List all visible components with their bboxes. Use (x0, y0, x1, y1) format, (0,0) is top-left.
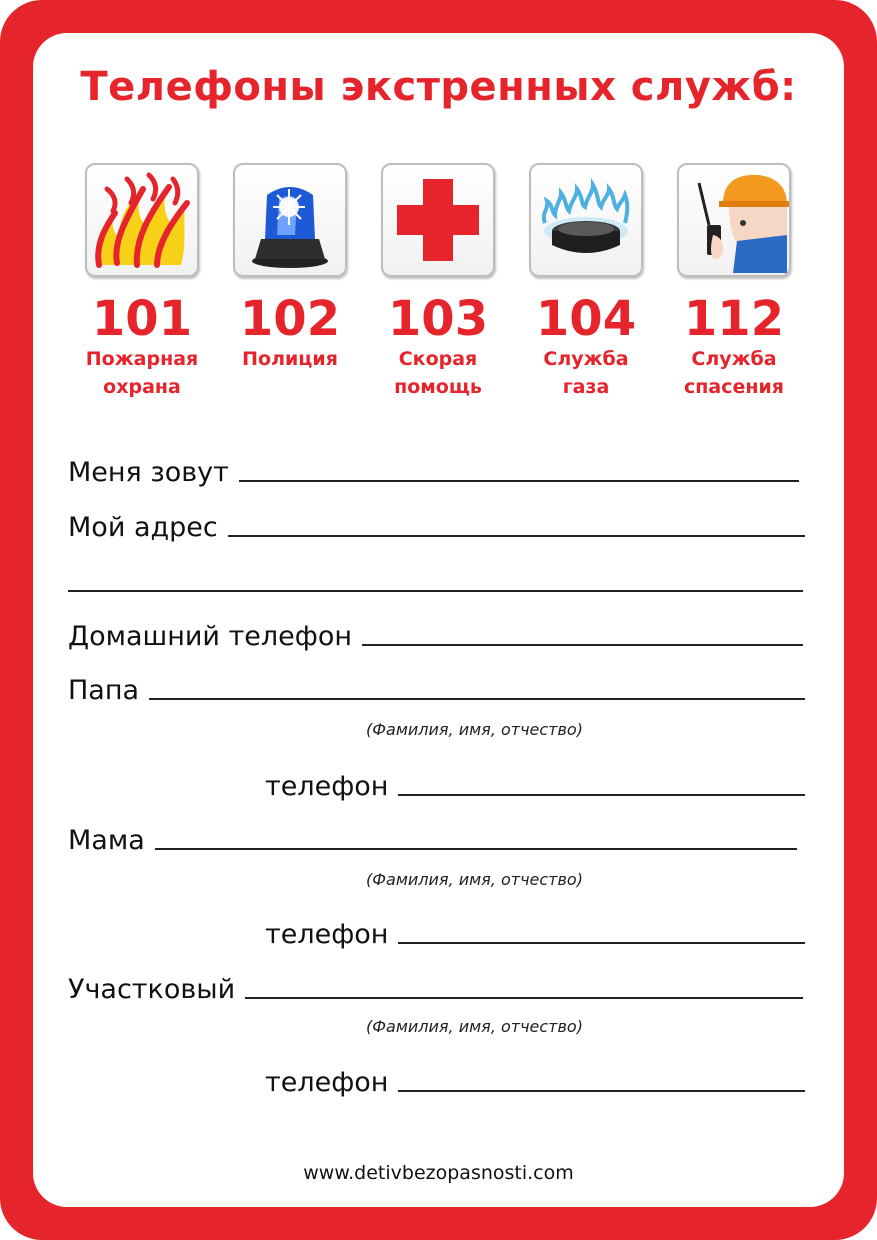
home-phone-field[interactable] (362, 644, 803, 646)
service-label: Служба газа (543, 348, 629, 398)
officer-phone-label: телефон (265, 1067, 389, 1098)
website-link[interactable]: www.detivbezopasnosti.com (303, 1162, 574, 1184)
service-police (230, 163, 350, 373)
police-siren-icon (233, 163, 347, 277)
address-field-2[interactable] (68, 590, 803, 592)
address-row-2 (58, 562, 803, 598)
mother-label: Мама (68, 825, 145, 856)
service-gas (526, 163, 646, 401)
mother-phone-field[interactable] (398, 942, 805, 944)
name-field[interactable] (239, 480, 799, 482)
service-number: 103 (387, 291, 489, 347)
father-fio-hint: (Фамилия, имя, отчество) (366, 720, 583, 739)
father-phone-field[interactable] (398, 794, 805, 796)
address-field[interactable] (228, 535, 805, 537)
service-number: 101 (91, 291, 193, 347)
officer-fio-hint: (Фамилия, имя, отчество) (366, 1017, 583, 1036)
service-number: 112 (683, 291, 785, 347)
home-phone-row (68, 616, 803, 652)
officer-field[interactable] (245, 997, 803, 999)
father-phone-label: телефон (265, 771, 389, 802)
mother-phone-row (265, 914, 805, 950)
page-title: Телефоны экстренных служб: (80, 64, 797, 110)
father-field[interactable] (149, 698, 805, 700)
father-row (68, 670, 805, 706)
address-label: Мой адрес (68, 512, 218, 543)
mother-row (68, 820, 797, 856)
service-fire (82, 163, 202, 401)
mother-field[interactable] (155, 848, 797, 850)
father-label: Папа (68, 675, 140, 706)
home-phone-label: Домашний телефон (68, 621, 353, 652)
officer-row (68, 969, 803, 1005)
service-number: 102 (239, 291, 341, 347)
red-cross-icon (381, 163, 495, 277)
service-label: Пожарная охрана (85, 348, 199, 398)
gas-burner-icon (529, 163, 643, 277)
service-ambulance (378, 163, 498, 401)
name-label: Меня зовут (68, 457, 229, 488)
service-label: Служба спасения (683, 348, 784, 398)
rescuer-radio-icon (677, 163, 791, 277)
mother-fio-hint: (Фамилия, имя, отчество) (366, 870, 583, 889)
father-phone-row (265, 766, 805, 802)
name-row (68, 452, 799, 488)
service-rescue (674, 163, 794, 401)
address-row (68, 507, 805, 543)
mother-phone-label: телефон (265, 919, 389, 950)
officer-phone-field[interactable] (398, 1090, 805, 1092)
officer-phone-row (265, 1062, 805, 1098)
officer-label: Участковый (68, 974, 236, 1005)
service-label: Скорая помощь (394, 348, 482, 398)
fire-icon (85, 163, 199, 277)
service-label: Полиция (242, 348, 338, 370)
service-number: 104 (535, 291, 637, 347)
